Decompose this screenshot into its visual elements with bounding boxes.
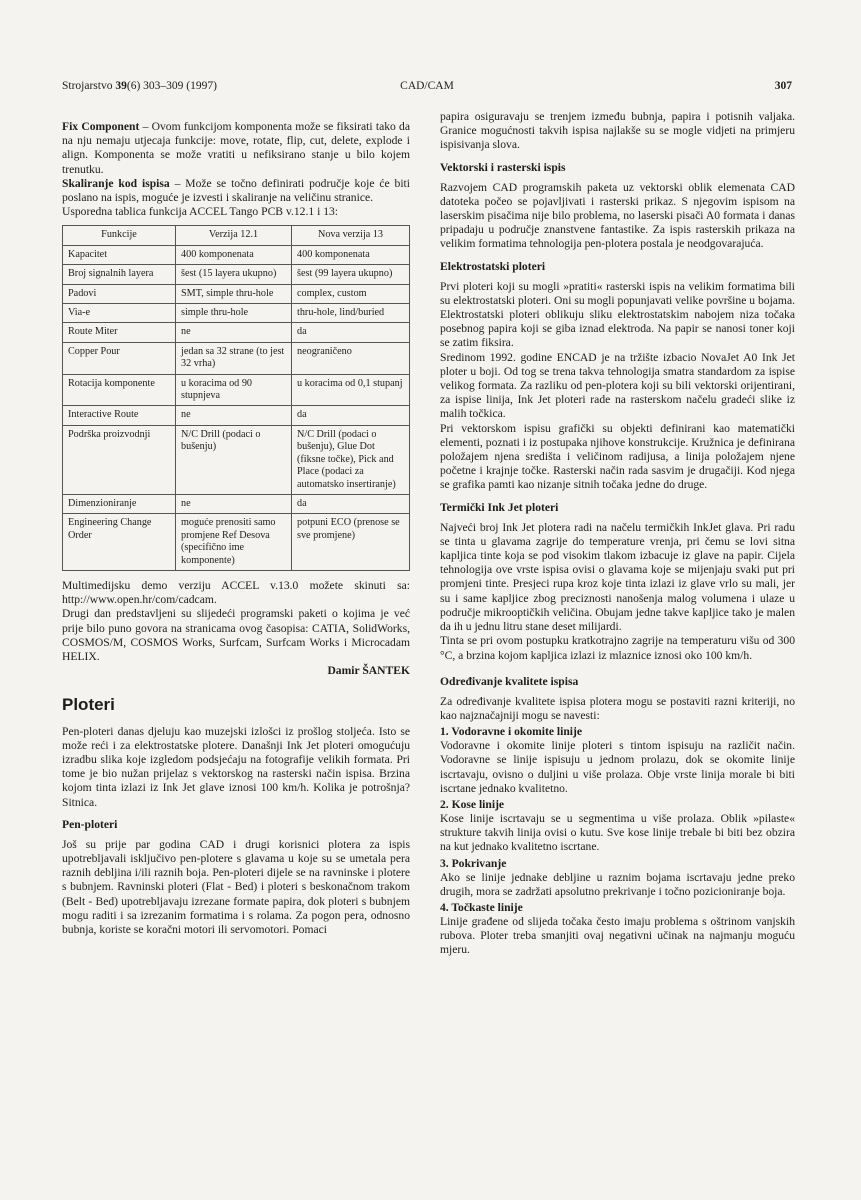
table-cell-v13: neograničeno (292, 342, 410, 374)
ploteri-intro-paragraph: Pen-ploteri danas djeluju kao muzejski izlošci iz prošlog stoljeća. Isto se može reći i za elektrostatske plotere. Današnji Ink Jet ploteri omogućuju izradbu slika koje izgledom podsjećaju na fotografije velikih formata. Pri tome je bio nužan prijelaz s vektorskog na rasterski način ispisa. Brzina kojom tinta izlazi iz Ink Jet glave iznosi 100 km/h. Kolika je potrošnja? Sitnica. (62, 724, 410, 809)
termicki-paragraph-2: Tinta se pri ovom postupku kratkotrajno zagrije na temperaturu višu od 300 °C, a brzina kojom kapljica izlazi iz mlaznice iznosi oko 100 km/h. (440, 634, 795, 662)
termicki-paragraph-1: Najveći broj Ink Jet plotera radi na načelu termičkih InkJet glava. Pri radu se tinta u glavama zagrije do temperature vrenja, pri čemu se lovi sitna kapljica tinte koja se pod visokim tlakom izbacuje iz glave na papir. Cijela tehnologija ove vrste ispisa ovisi o glavama koje se mijenjaju svaki put pri promjeni tinte. Presjeci rupa kroz koje tinta izlazi iz glave vrlo su mali, jer su i same kapljice zbog preciznosti nanošenja malog volumena i ulaze u područje mikrooptičkih veličina. Obujam jedne takve kapljice tako je malen da ih u jednu litru stane deset milijardi. (440, 520, 795, 634)
table-cell-function: Via-e (63, 304, 176, 323)
pen-ploteri-paragraph: Još su prije par godina CAD i drugi korisnici plotera za ispis upotrebljavali isključivo pen-plotere s glavama u koje su se umetala pera raznih debljina i/ili raznih boja. Pen-ploteri dijele se na ravninske i plotere s bubnjem. Ravninski ploteri (Flat - Bed) i ploteri s beskonačnom trakom (Belt - Bed) upotrebljavaju izrezane formate papira, dok ploteri s bubnjem mogu raditi i sa izrezanim formatima i s rolama. Za pogon pera, odnosno bubnja, koriste se koračni motori ili servomotori. Pomaci (62, 837, 410, 937)
term-fix-component: Fix Component (62, 120, 140, 133)
left-column (62, 120, 410, 937)
table-header-cell: Verzija 12.1 (176, 226, 292, 245)
table-row (63, 304, 410, 323)
odredivanje-paragraph: Za određivanje kvalitete ispisa plotera mogu se postaviti razni kriteriji, no kao najznačajniji mogu se navesti: (440, 694, 795, 722)
journal-issue-pages: (6) 303–309 (1997) (126, 80, 217, 92)
heading-pen-ploteri: Pen-ploteri (62, 817, 118, 831)
criterion-4-paragraph: Linije građene od slijeda točaka često imaju problema s oštrinom vanjskih rubova. Ploter treba smanjiti ovaj negativni učinak na najmanju moguću mjeru. (440, 914, 795, 957)
table-cell-v12: moguće prenositi samo promjene Ref Desova (specifično ime komponente) (176, 514, 292, 571)
right-column (440, 110, 795, 958)
table-body (63, 245, 410, 570)
table-cell-v13: da (292, 323, 410, 342)
table-row (63, 323, 410, 342)
demo-paragraph: Multimedijsku demo verziju ACCEL v.13.0 možete skinuti sa: http://www.open.hr/com/cadcam. (62, 578, 410, 607)
table-row (63, 374, 410, 406)
table-row (63, 245, 410, 264)
elektrostatski-paragraph-1: Prvi ploteri koji su mogli »pratiti« rasterski ispis na velikim formatima bili su elektrostatski ploteri. Oni su mogli popunjavati velike površine u bojama. Elektrostatski ploteri oblikuju sliku elektrostatskim nabojem niza točaka posebnog papira koji se giba iznad elektroda. Na papir se nanosi toner koji se zatim fiksira. (440, 279, 795, 350)
table-cell-v13: thru-hole, lind/buried (292, 304, 410, 323)
table-cell-v12: šest (15 layera ukupno) (176, 265, 292, 284)
elektrostatski-paragraph-3: Pri vektorskom ispisu grafički su objekti definirani kao matematički elementi, poznati i iz postupaka njihove konstrukcije. Kružnica je definirana položajem njena središta i veličinom radijusa, a linija položajem njene početne i krajnje točke. Rasterski način rada sasvim je drugačiji. Kod njega se grafika pamti kao nizanje sitnih točaka jedne do druge. (440, 421, 795, 492)
scaling-text: – Može se točno definirati područje koje će biti poslano na ispis, moguće je izvesti i skaliranje na veličinu stranice. (62, 176, 410, 205)
table-header-row (63, 226, 410, 245)
table-row (63, 494, 410, 513)
table-cell-v13: 400 komponenata (292, 245, 410, 264)
table-row (63, 342, 410, 374)
table-cell-function: Broj signalnih layera (63, 265, 176, 284)
author-name: Damir ŠANTEK (327, 664, 410, 678)
table-cell-v12: N/C Drill (podaci o bušenju) (176, 425, 292, 494)
other-packages-paragraph: Drugi dan predstavljeni su slijedeći programski paketi o kojima je već prije bilo puno govora na stranicama ovog časopisa: CATIA, SolidWorks, COSMOS/M, COSMOS Works, Surfcam, Surfcam Works i Microcadam HELIX. (62, 607, 410, 663)
criterion-1-paragraph: Vodoravne i okomite linije ploteri s tintom ispisuju na različit način. Vodoravne se linije ispisuju u jednom prolazu, dok se okomite linije iscrtavaju, ovisno o duljini u više prolaza. Obje vrste linija morale bi biti iscrtane jednako kvalitetno. (440, 739, 795, 795)
paragraph-fix-component (62, 120, 410, 177)
table-header-cell: Nova verzija 13 (292, 226, 410, 245)
running-header (62, 80, 792, 96)
table-cell-v13: complex, custom (292, 284, 410, 303)
table-cell-function: Dimenzioniranje (63, 494, 176, 513)
heading-termicki: Termički Ink Jet ploteri (440, 500, 559, 514)
continued-paragraph: papira osiguravaju se trenjem između bubnja, papira i potisnih valjaka. Granice mogućnosti takvih ispisa najlakše su se mogle vidjeti na primjeru ispisivanja slova. (440, 110, 795, 152)
section-label: CAD/CAM (400, 80, 454, 92)
table-cell-function: Copper Pour (63, 342, 176, 374)
criterion-2-paragraph: Kose linije iscrtavaju se u segmentima u više prolaza. Oblik »pilaste« strukture takvih linija ovisi o kutu. Sve kose linije trebale bi biti bez obzira na kut jednako kvalitetno iscrtane. (440, 811, 795, 854)
comparison-table (62, 225, 410, 571)
table-intro: Usporedna tablica funkcija ACCEL Tango PCB v.12.1 i 13: (62, 205, 339, 219)
table-cell-v13: da (292, 406, 410, 425)
table-header-cell: Funkcije (63, 226, 176, 245)
table-cell-v13: šest (99 layera ukupno) (292, 265, 410, 284)
vektorski-paragraph: Razvojem CAD programskih paketa uz vektorski oblik elemenata CAD datoteka počeo se pojavljivati i rasterski prikaz. S njegovim ispisom na laserskim pisačima nije bilo problema, no laserski pisači A0 formata i danas pripadaju u područje znanstvene fantastike. Za ispis rasterskih prikaza na velikim formatima tehnologija pen-plotera postala je neodgovarajuća. (440, 180, 795, 251)
table-cell-v12: ne (176, 494, 292, 513)
heading-criterion-4: 4. Točkaste linije (440, 900, 523, 914)
table-cell-function: Rotacija komponente (63, 374, 176, 406)
page-number: 307 (774, 80, 792, 92)
journal-name: Strojarstvo (62, 80, 116, 92)
heading-elektrostatski: Elektrostatski ploteri (440, 259, 546, 273)
table-cell-v12: 400 komponenata (176, 245, 292, 264)
table-cell-function: Engineering Change Order (63, 514, 176, 571)
table-cell-v13: potpuni ECO (prenose se sve promjene) (292, 514, 410, 571)
heading-criterion-2: 2. Kose linije (440, 797, 505, 811)
table-cell-function: Padovi (63, 284, 176, 303)
elektrostatski-paragraph-2: Sredinom 1992. godine ENCAD je na tržište izbacio NovaJet A0 Ink Jet ploter u boji. Od tog se trena takva tehnologija smatra standardom za ispise velikog formata. Za razliku od pen-plotera koji su bili vektorski orijentirani, za ispise linija, Ink Jet ploteri rade na rasterskom načelu gradeći slike iz malih točkica. (440, 350, 795, 421)
section-title-ploteri: Ploteri (62, 695, 115, 715)
table-cell-v12: jedan sa 32 strane (to jest 32 vrha) (176, 342, 292, 374)
journal-volume: 39 (115, 80, 127, 92)
table-cell-v12: ne (176, 406, 292, 425)
table-cell-function: Route Miter (63, 323, 176, 342)
table-cell-v13: u koracima od 0,1 stupanj (292, 374, 410, 406)
table-row (63, 425, 410, 494)
heading-criterion-3: 3. Pokrivanje (440, 856, 507, 870)
heading-vektorski-ispis: Vektorski i rasterski ispis (440, 160, 566, 174)
table-cell-function: Podrška proizvodnji (63, 425, 176, 494)
table-cell-v12: SMT, simple thru-hole (176, 284, 292, 303)
heading-criterion-1: 1. Vodoravne i okomite linije (440, 725, 583, 739)
paragraph-scaling (62, 177, 410, 205)
table-cell-v12: ne (176, 323, 292, 342)
table-row (63, 514, 410, 571)
table-cell-v12: u koracima od 90 stupnjeva (176, 374, 292, 406)
table-cell-v13: N/C Drill (podaci o bušenju), Glue Dot (fiksne točke), Pick and Place (podaci za automatsko insertiranje) (292, 425, 410, 494)
table-row (63, 284, 410, 303)
table-row (63, 406, 410, 425)
table-cell-function: Interactive Route (63, 406, 176, 425)
table-cell-function: Kapacitet (63, 245, 176, 264)
table-row (63, 265, 410, 284)
heading-odredivanje: Određivanje kvalitete ispisa (440, 674, 579, 688)
fix-component-text: – Ovom funkcijom komponenta može se fiksirati tako da na nju nemaju utjecaja funkcije: move, rotate, flip, cut, delete, explode i align. Komponenta se može vratiti u nefiksirano stanje u bilo kojem trenutku. (62, 120, 410, 176)
table-cell-v12: simple thru-hole (176, 304, 292, 323)
term-scaling: Skaliranje kod ispisa (62, 176, 170, 190)
criterion-3-paragraph: Ako se linije jednake debljine u raznim bojama iscrtavaju jedne preko drugih, mora se zadržati apsolutno prekrivanje i točno pozicioniranje boja. (440, 870, 795, 898)
table-cell-v13: da (292, 494, 410, 513)
